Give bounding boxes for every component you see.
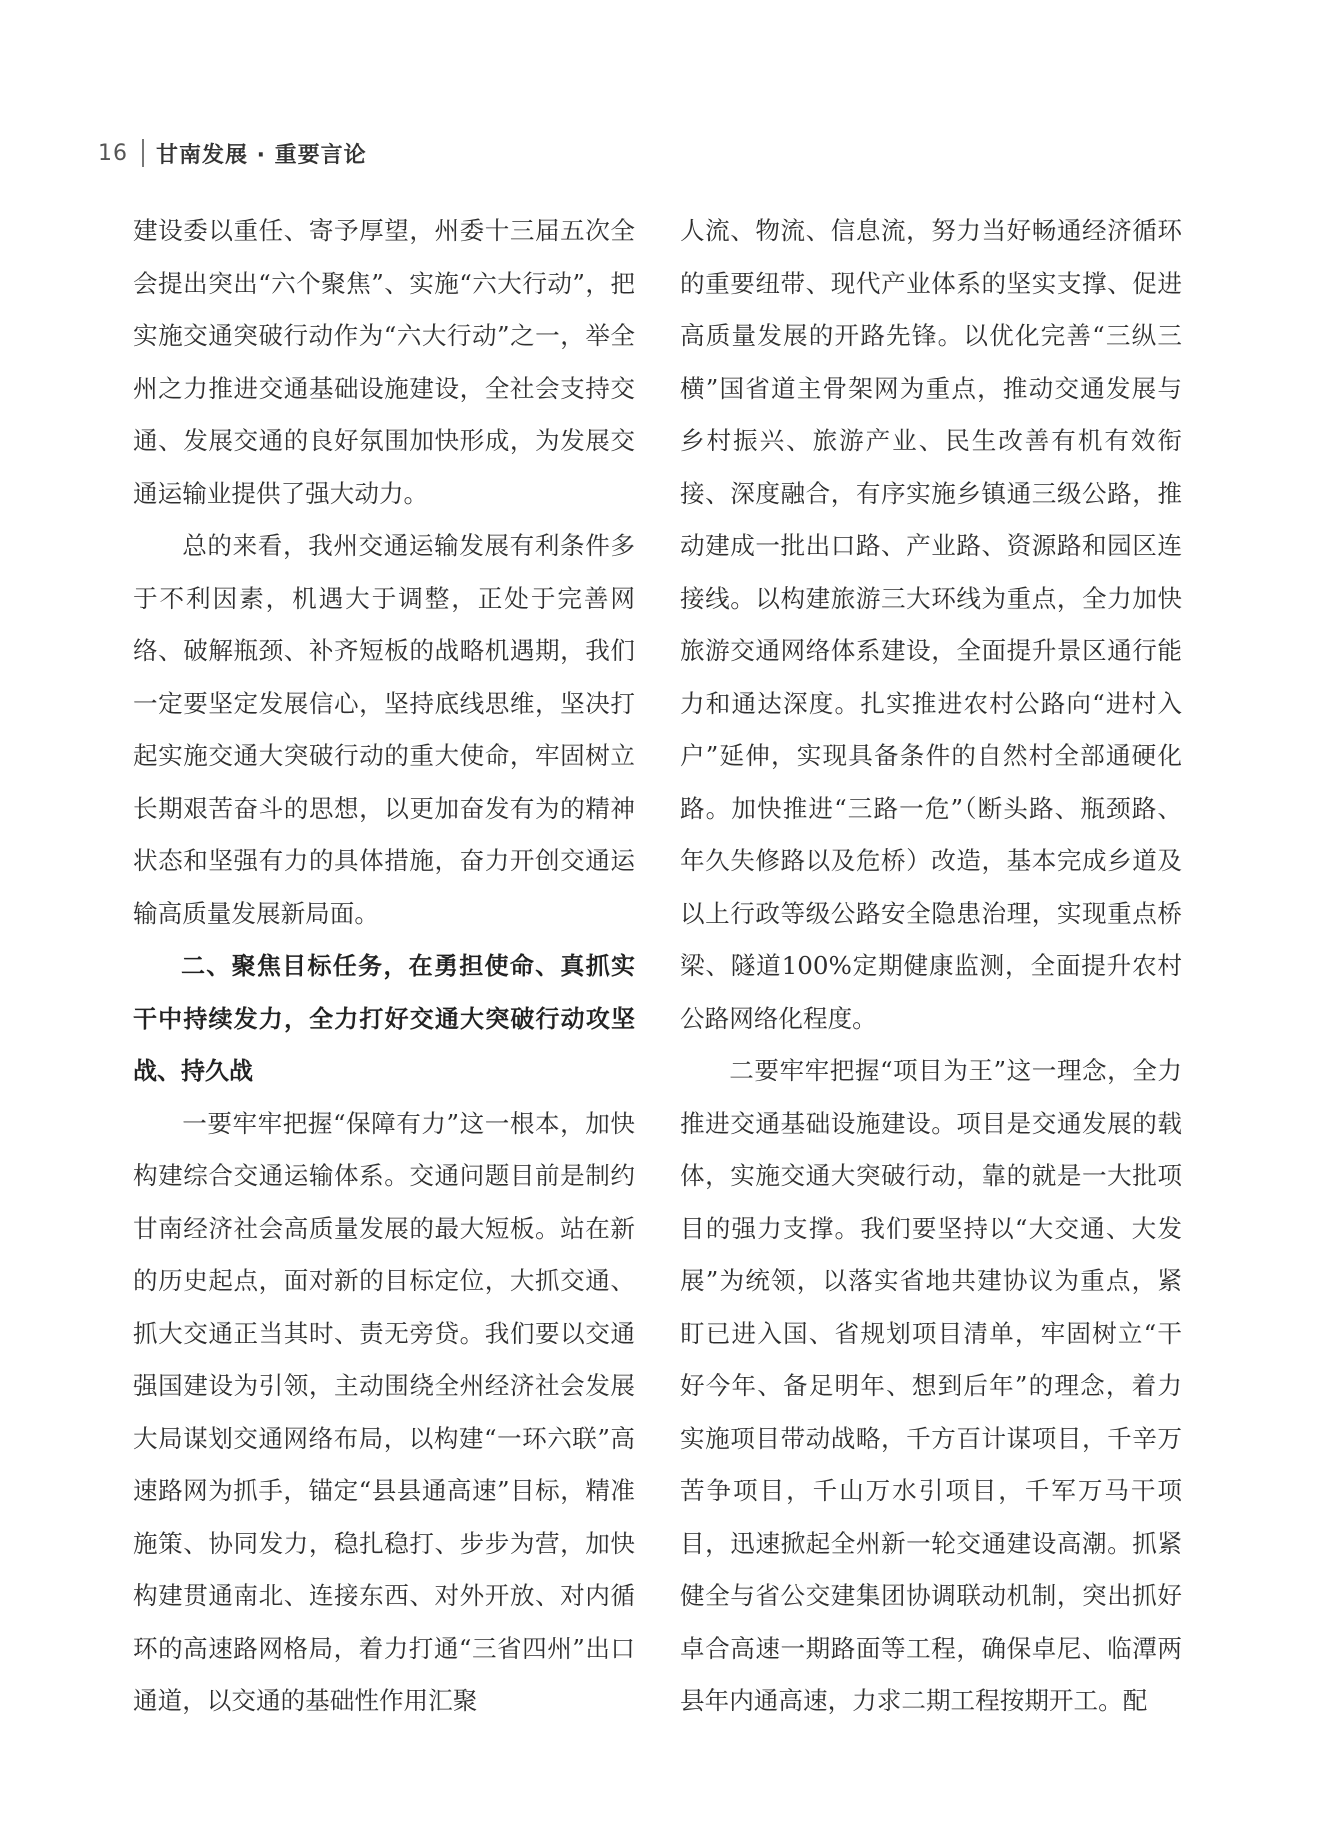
left-column: [133, 205, 635, 1728]
paragraph-overview: 总的来看，我州交通运输发展有利条件多于不利因素，机遇大于调整，正处于完善网络、破解瓶颈、补齐短板的战略机遇期，我们一定要坚定发展信心，坚持底线思维，坚决打起实施交通大突破行动的重大使命，牢固树立长期艰苦奋斗的思想，以更加奋发有为的精神状态和坚强有力的具体措施，奋力开创交通运输高质量发展新局面。: [133, 531, 635, 928]
section-title: 甘南发展 · 重要言论: [156, 142, 367, 168]
paragraph-point-two: 二要牢牢把握“项目为王”这一理念，全力推进交通基础设施建设。项目是交通发展的载体，实施交通大突破行动，靠的就是一大批项目的强力支撑。我们要坚持以“大交通、大发展”为统领，以落实省地共建协议为重点，紧盯已进入国、省规划项目清单，牢固树立“干好今年、备足明年、想到后年”的理念，着力实施项目带动战略，千方百计谋项目，千辛万苦争项目，千山万水引项目，千军万马干项目，迅速掀起全州新一轮交通建设高潮。抓紧健全与省公交建集团协调联动机制，突出抓好卓合高速一期路面等工程，确保卓尼、临潭两县年内通高速，力求二期工程按期开工。配: [680, 1056, 1182, 1715]
right-column: [680, 205, 1182, 1728]
page-number: 16: [98, 140, 128, 166]
paragraph-continued-intro: 建设委以重任、寄予厚望，州委十三届五次全会提出突出“六个聚焦”、实施“六大行动”，把实施交通突破行动作为“六大行动”之一，举全州之力推进交通基础设施建设，全社会支持交通、发展交通的良好氛围加快形成，为发展交通运输业提供了强大动力。: [133, 216, 635, 508]
running-header: [98, 136, 367, 170]
section-heading-two: 二、聚焦目标任务，在勇担使命、真抓实干中持续发力，全力打好交通大突破行动攻坚战、持久战: [133, 952, 635, 1085]
paragraph-point-one-continued: 人流、物流、信息流，努力当好畅通经济循环的重要纽带、现代产业体系的坚实支撑、促进高质量发展的开路先锋。以优化完善“三纵三横”国省道主骨架网为重点，推动交通发展与乡村振兴、旅游产业、民生改善有机有效衔接、深度融合，有序实施乡镇通三级公路，推动建成一批出口路、产业路、资源路和园区连接线。以构建旅游三大环线为重点，全力加快旅游交通网络体系建设，全面提升景区通行能力和通达深度。扎实推进农村公路向“进村入户”延伸，实现具备条件的自然村全部通硬化路。加快推进“三路一危”（断头路、瓶颈路、年久失修路以及危桥）改造，基本完成乡道及以上行政等级公路安全隐患治理，实现重点桥梁、隧道100%定期健康监测，全面提升农村公路网络化程度。: [680, 216, 1182, 1033]
header-divider: [142, 139, 144, 167]
paragraph-point-one: 一要牢牢把握“保障有力”这一根本，加快构建综合交通运输体系。交通问题目前是制约甘南经济社会高质量发展的最大短板。站在新的历史起点，面对新的目标定位，大抓交通、抓大交通正当其时、责无旁贷。我们要以交通强国建设为引领，主动围绕全州经济社会发展大局谋划交通网络布局，以构建“一环六联”高速路网为抓手，锚定“县县通高速”目标，精准施策、协同发力，稳扎稳打、步步为营，加快构建贯通南北、连接东西、对外开放、对内循环的高速路网格局，着力打通“三省四州”出口通道，以交通的基础性作用汇聚: [133, 1108, 635, 1715]
